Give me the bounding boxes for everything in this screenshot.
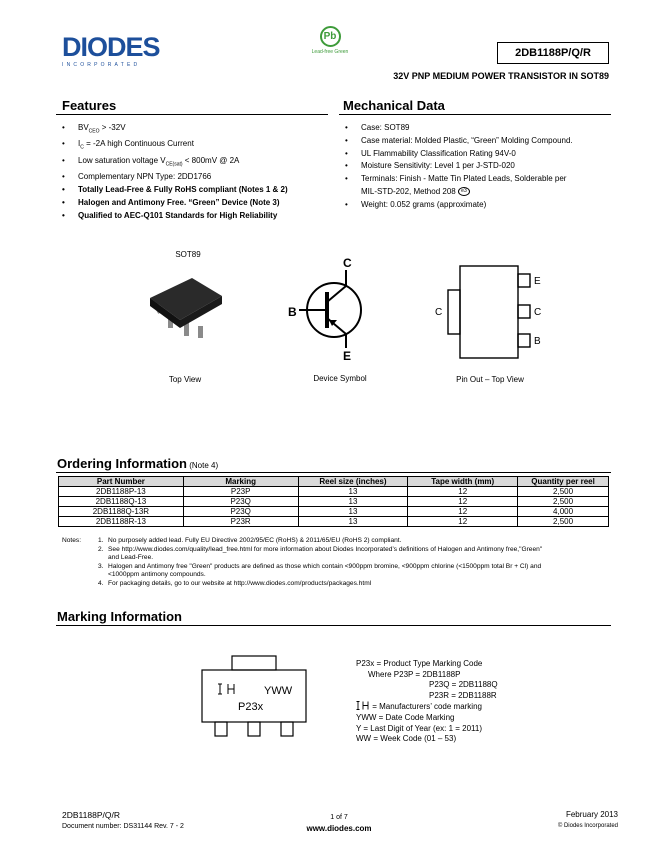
- mechanical-title: Mechanical Data: [343, 98, 445, 113]
- features-title: Features: [62, 98, 117, 113]
- note-item: 2. See http://www.diodes.com/quality/lead_free.html for more information about Diodes Incorporated’s definitions of Halogen and Antimony free,"Green" and Lead-Free.: [98, 545, 543, 562]
- pb-icon: Pb: [320, 26, 341, 47]
- marking-title: Marking Information: [57, 609, 182, 624]
- note-item: 4. For packaging details, go to our website at http://www.diodes.com/products/packages.html: [98, 579, 372, 587]
- table-cell: 2,500: [518, 497, 609, 507]
- mechanical-item: • Case material: Molded Plastic, “Green” Molding Compound.: [345, 135, 573, 145]
- feature-item: • $BV_{CEO} > -32V$: [62, 123, 126, 135]
- table-cell: 2DB1188R-13: [59, 517, 184, 527]
- notes-label: Notes:: [62, 537, 82, 544]
- lead-free-badge: [300, 26, 360, 60]
- col-header: Quantity per reel: [518, 477, 609, 487]
- col-header: Marking: [183, 477, 298, 487]
- mechanical-item: • UL Flammability Classification Rating 94V-0: [345, 148, 516, 158]
- table-cell: 2,500: [518, 487, 609, 497]
- table-row: [59, 517, 609, 527]
- mechanical-item: • Moisture Sensitivity: Level 1 per J-STD-020: [345, 161, 515, 171]
- marking-line: YWW = Date Code Marking: [356, 712, 455, 722]
- footer-doc-number: Document number: DS31144 Rev. 7 - 2: [62, 823, 184, 830]
- pinout-lead: [518, 274, 530, 287]
- footer-website[interactable]: www.diodes.com: [306, 824, 372, 833]
- col-header: Reel size (inches): [298, 477, 408, 487]
- manufacturer-code-icon: [356, 701, 370, 710]
- marking-legend: [356, 659, 616, 745]
- table-cell: P23Q: [183, 497, 298, 507]
- mechanical-item-cont: MIL-STD-202, Method 208 e3: [339, 186, 619, 199]
- chip-lead: [248, 722, 260, 736]
- notes-list: [98, 537, 618, 589]
- logo-text: DIODES: [62, 32, 160, 62]
- table-cell: 2DB1188P-13: [59, 487, 184, 497]
- table-cell: P23Q: [183, 507, 298, 517]
- note-item: 1. No purposely added lead. Fully EU Directive 2002/95/EC (RoHS) & 2011/65/EU (RoHS 2) compliant.: [98, 537, 402, 544]
- marking-rule: [56, 625, 611, 626]
- table-cell: 2,500: [518, 517, 609, 527]
- pin-b-label: B: [288, 305, 297, 319]
- chip-date-code: YWW: [264, 685, 293, 697]
- table-cell: 13: [298, 507, 408, 517]
- badge-text: Lead-free Green: [311, 49, 349, 55]
- diodes-logo: [62, 34, 180, 70]
- mechanical-item: • Terminals: Finish - Matte Tin Plated Leads, Solderable per: [345, 174, 567, 184]
- chip-tab: [232, 656, 276, 670]
- feature-item: • Totally Lead-Free & Fully RoHS compliant (Notes 1 & 2): [62, 184, 288, 194]
- ordering-rule: [56, 472, 611, 473]
- device-symbol-label: Device Symbol: [313, 374, 367, 383]
- table-row: [59, 487, 609, 497]
- e3-icon: e3: [458, 187, 470, 196]
- pinout-lead: [518, 334, 530, 347]
- device-symbol: [285, 256, 365, 362]
- chip-product-code: P23x: [238, 701, 264, 713]
- collector-line: [327, 286, 346, 302]
- sot89-package-image: [140, 268, 230, 348]
- col-header: Tape width (mm): [408, 477, 518, 487]
- ordering-header: [57, 456, 218, 471]
- feature-item: • Low saturation voltage $V_{CE(sat)} < 800mV$ @ 2A: [62, 155, 240, 168]
- marking-line-manufacturer: = Manufacturers’ code marking: [356, 701, 616, 713]
- chip-lead: [281, 722, 293, 736]
- marking-line: Where P23P = 2DB1188P: [368, 669, 461, 679]
- footer-date: February 2013: [565, 810, 618, 819]
- top-view-label: Top View: [168, 375, 202, 384]
- ordering-table-header: [59, 477, 609, 487]
- package-lead: [198, 326, 203, 338]
- pin-e-label: E: [343, 349, 352, 362]
- marking-line: WW = Week Code (01 – 53): [356, 734, 457, 744]
- ordering-note: (Note 4): [189, 461, 219, 470]
- marking-chip: [198, 654, 310, 744]
- chip-lead: [215, 722, 227, 736]
- mechanical-item: • Case: SOT89: [345, 123, 410, 132]
- table-cell: 12: [408, 497, 518, 507]
- footer-page: 1 of 7: [330, 814, 348, 821]
- table-cell: P23R: [183, 517, 298, 527]
- feature-item: • Qualified to AEC-Q101 Standards for High Reliability: [62, 210, 278, 220]
- feature-item: • Halogen and Antimony Free. “Green” Device (Note 3): [62, 197, 280, 207]
- pinout-lead: [518, 305, 530, 318]
- pin-c-label: C: [343, 256, 352, 270]
- footer-copyright: © Diodes Incorporated: [557, 823, 618, 829]
- pinout-label-tab: C: [435, 307, 443, 318]
- table-cell: 12: [408, 507, 518, 517]
- document-subtitle: 32V PNP MEDIUM POWER TRANSISTOR IN SOT89: [393, 71, 609, 81]
- pinout-tab: [448, 290, 460, 334]
- table-cell: P23P: [183, 487, 298, 497]
- table-cell: 2DB1188Q-13: [59, 497, 184, 507]
- marking-line: P23R = 2DB1188R: [429, 690, 497, 700]
- table-cell: 12: [408, 487, 518, 497]
- pinout-label-e: E: [534, 276, 541, 287]
- feature-item: • Complementary NPN Type: 2DD1766: [62, 172, 212, 182]
- marking-line: P23x = Product Type Marking Code: [356, 659, 483, 668]
- package-title: SOT89: [175, 250, 201, 259]
- pinout-label: Pin Out – Top View: [456, 375, 524, 384]
- pinout-label-b: B: [534, 336, 541, 347]
- ordering-title: Ordering Information: [57, 456, 187, 471]
- mechanical-list: [339, 122, 619, 212]
- pinout-diagram: [432, 262, 552, 362]
- note-item: 3. Halogen and Antimony free "Green" products are defined as those which contain <900ppm bromine, <900ppm chlorine (<1500ppm total Br + Cl) and <1000ppm antimony compounds.: [98, 562, 542, 579]
- col-header: Part Number: [59, 477, 184, 487]
- pinout-body: [460, 266, 518, 358]
- table-cell: 4,000: [518, 507, 609, 517]
- marking-line: Y = Last Digit of Year (ex: 1 = 2011): [356, 723, 483, 733]
- table-cell: 2DB1188Q-13R: [59, 507, 184, 517]
- table-cell: 13: [298, 497, 408, 507]
- table-cell: 13: [298, 517, 408, 527]
- logo-subtext: INCORPORATED: [62, 62, 141, 68]
- manufacturer-code-icon: [218, 684, 234, 694]
- table-row: [59, 507, 609, 517]
- features-rule: [56, 114, 328, 115]
- table-cell: 13: [298, 487, 408, 497]
- part-number-box: 2DB1188P/Q/R: [497, 42, 609, 64]
- table-row: [59, 497, 609, 507]
- mechanical-item: • Weight: 0.052 grams (approximate): [345, 199, 487, 209]
- feature-item: • $I_C = -2A$ high Continuous Current: [62, 139, 194, 151]
- marking-line: P23Q = 2DB1188Q: [429, 680, 498, 690]
- ordering-table: [58, 476, 609, 527]
- mechanical-rule: [339, 114, 611, 115]
- features-list: [56, 122, 336, 222]
- footer-part-number: 2DB1188P/Q/R: [62, 810, 120, 820]
- pinout-label-c: C: [534, 307, 542, 318]
- table-cell: 12: [408, 517, 518, 527]
